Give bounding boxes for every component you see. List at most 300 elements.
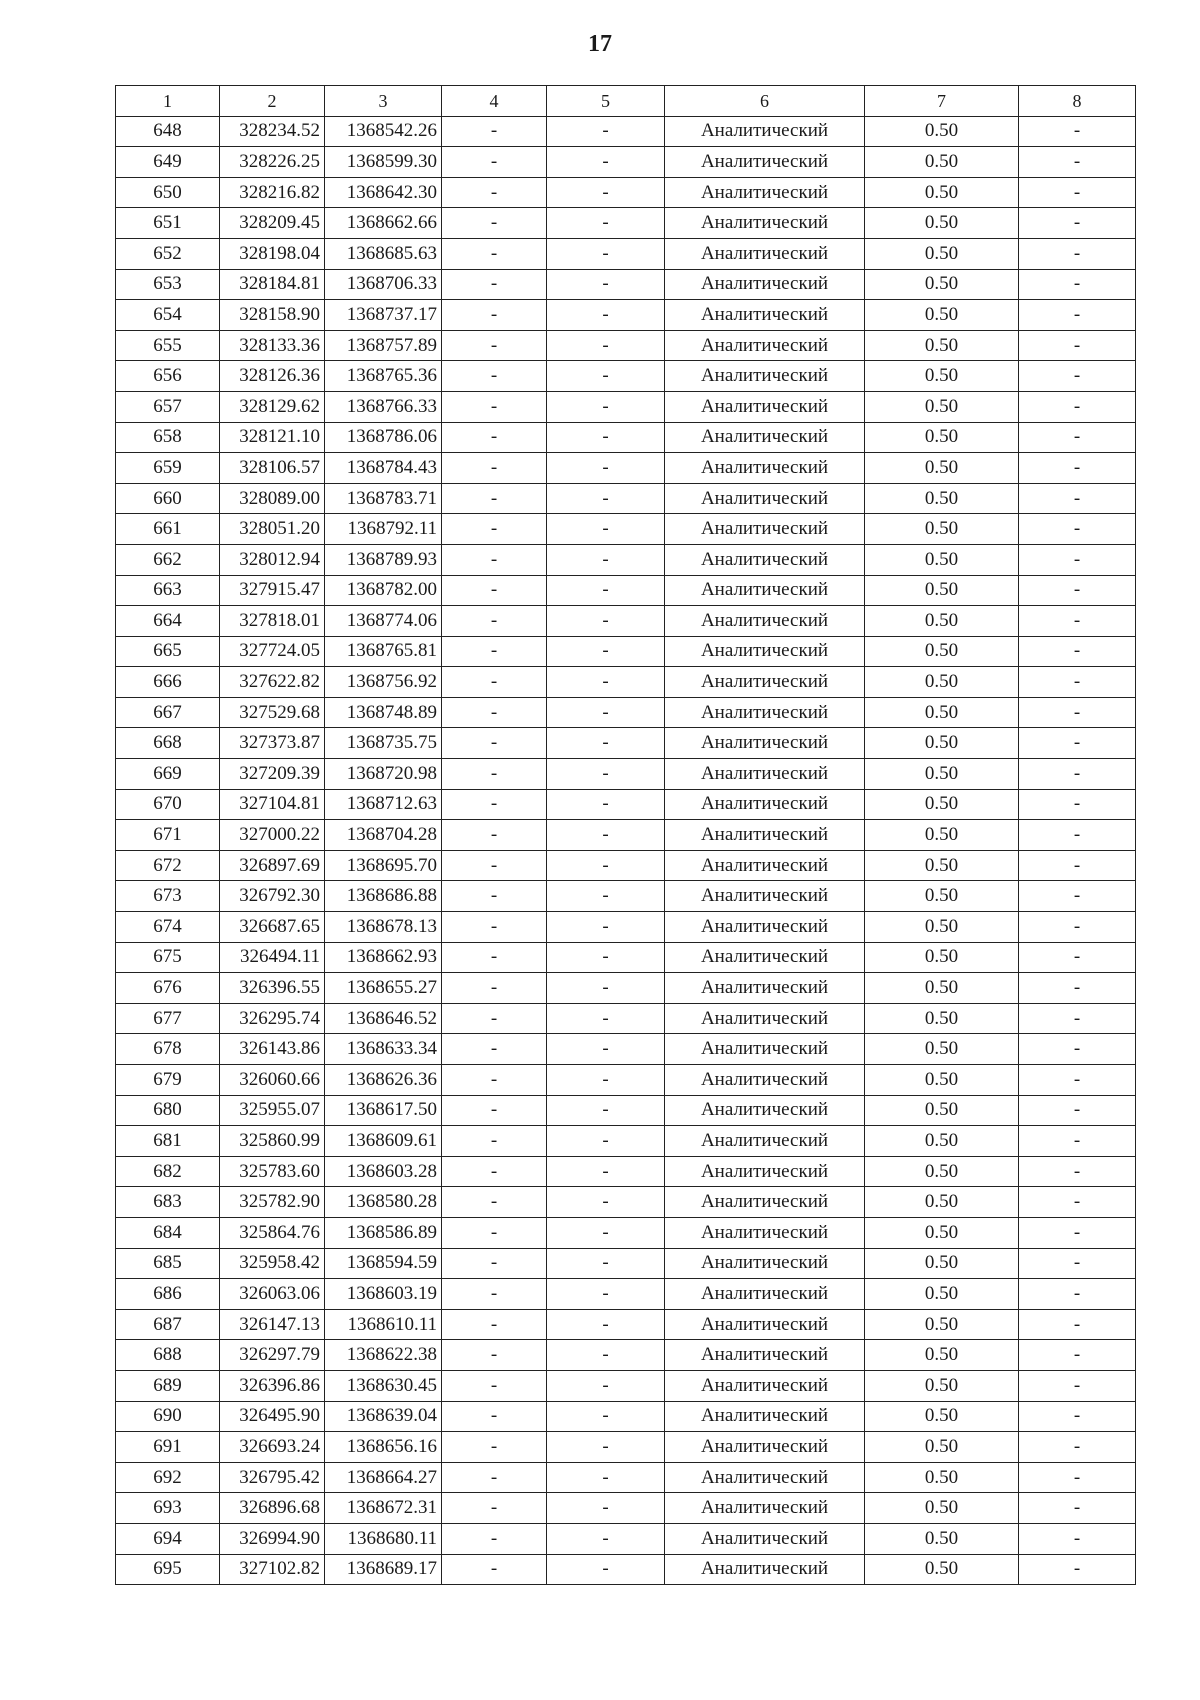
column-4-cell: -: [442, 1279, 547, 1310]
method-cell: Аналитический: [665, 1095, 865, 1126]
column-5-cell: -: [547, 1370, 665, 1401]
column-4-cell: -: [442, 1187, 547, 1218]
point-number-cell: 688: [116, 1340, 220, 1371]
point-number-cell: 648: [116, 116, 220, 147]
column-4-cell: -: [442, 300, 547, 331]
table-row: [116, 514, 1136, 545]
accuracy-cell: 0.50: [865, 1309, 1019, 1340]
column-5-cell: -: [547, 1248, 665, 1279]
column-4-cell: -: [442, 1065, 547, 1096]
column-8-cell: -: [1019, 1065, 1136, 1096]
table-row: [116, 453, 1136, 484]
column-8-cell: -: [1019, 1340, 1136, 1371]
column-8-cell: -: [1019, 238, 1136, 269]
column-4-cell: -: [442, 1248, 547, 1279]
column-8-cell: -: [1019, 1523, 1136, 1554]
column-5-cell: -: [547, 361, 665, 392]
column-4-cell: -: [442, 269, 547, 300]
table-row: [116, 1156, 1136, 1187]
point-number-cell: 678: [116, 1034, 220, 1065]
point-number-cell: 651: [116, 208, 220, 239]
point-number-cell: 649: [116, 147, 220, 178]
column-8-cell: -: [1019, 1095, 1136, 1126]
column-5-cell: -: [547, 1432, 665, 1463]
x-coordinate-cell: 327104.81: [220, 789, 325, 820]
accuracy-cell: 0.50: [865, 238, 1019, 269]
table-row: [116, 1003, 1136, 1034]
table-row: [116, 881, 1136, 912]
column-8-cell: -: [1019, 728, 1136, 759]
method-cell: Аналитический: [665, 1432, 865, 1463]
point-number-cell: 682: [116, 1156, 220, 1187]
accuracy-cell: 0.50: [865, 300, 1019, 331]
accuracy-cell: 0.50: [865, 269, 1019, 300]
column-4-cell: -: [442, 391, 547, 422]
accuracy-cell: 0.50: [865, 697, 1019, 728]
y-coordinate-cell: 1368757.89: [325, 330, 442, 361]
method-cell: Аналитический: [665, 606, 865, 637]
method-cell: Аналитический: [665, 177, 865, 208]
x-coordinate-cell: 328133.36: [220, 330, 325, 361]
accuracy-cell: 0.50: [865, 636, 1019, 667]
method-cell: Аналитический: [665, 1248, 865, 1279]
y-coordinate-cell: 1368678.13: [325, 912, 442, 943]
method-cell: Аналитический: [665, 759, 865, 790]
method-cell: Аналитический: [665, 514, 865, 545]
y-coordinate-cell: 1368656.16: [325, 1432, 442, 1463]
method-cell: Аналитический: [665, 1187, 865, 1218]
table-row: [116, 820, 1136, 851]
table-row: [116, 1370, 1136, 1401]
table-row: [116, 1432, 1136, 1463]
column-5-cell: -: [547, 1003, 665, 1034]
accuracy-cell: 0.50: [865, 1248, 1019, 1279]
y-coordinate-cell: 1368735.75: [325, 728, 442, 759]
accuracy-cell: 0.50: [865, 147, 1019, 178]
method-cell: Аналитический: [665, 269, 865, 300]
method-cell: Аналитический: [665, 697, 865, 728]
column-5-cell: -: [547, 606, 665, 637]
column-8-cell: -: [1019, 330, 1136, 361]
column-5-cell: -: [547, 1034, 665, 1065]
table-row: [116, 1340, 1136, 1371]
accuracy-cell: 0.50: [865, 667, 1019, 698]
x-coordinate-cell: 327102.82: [220, 1554, 325, 1585]
x-coordinate-cell: 326494.11: [220, 942, 325, 973]
column-8-cell: -: [1019, 881, 1136, 912]
accuracy-cell: 0.50: [865, 1462, 1019, 1493]
accuracy-cell: 0.50: [865, 177, 1019, 208]
x-coordinate-cell: 326295.74: [220, 1003, 325, 1034]
accuracy-cell: 0.50: [865, 1187, 1019, 1218]
column-5-cell: -: [547, 269, 665, 300]
coordinates-table: [115, 85, 1136, 1585]
accuracy-cell: 0.50: [865, 1095, 1019, 1126]
accuracy-cell: 0.50: [865, 208, 1019, 239]
point-number-cell: 672: [116, 850, 220, 881]
table-row: [116, 483, 1136, 514]
column-5-cell: -: [547, 850, 665, 881]
y-coordinate-cell: 1368784.43: [325, 453, 442, 484]
column-8-cell: -: [1019, 667, 1136, 698]
x-coordinate-cell: 326792.30: [220, 881, 325, 912]
column-5-cell: -: [547, 1065, 665, 1096]
accuracy-cell: 0.50: [865, 514, 1019, 545]
column-5-cell: -: [547, 912, 665, 943]
point-number-cell: 653: [116, 269, 220, 300]
method-cell: Аналитический: [665, 912, 865, 943]
point-number-cell: 689: [116, 1370, 220, 1401]
column-5-cell: -: [547, 1493, 665, 1524]
column-4-cell: -: [442, 881, 547, 912]
column-5-cell: -: [547, 636, 665, 667]
table-row: [116, 269, 1136, 300]
accuracy-cell: 0.50: [865, 483, 1019, 514]
method-cell: Аналитический: [665, 422, 865, 453]
column-header-6: 6: [665, 86, 865, 117]
column-8-cell: -: [1019, 391, 1136, 422]
point-number-cell: 690: [116, 1401, 220, 1432]
column-5-cell: -: [547, 453, 665, 484]
accuracy-cell: 0.50: [865, 912, 1019, 943]
table-row: [116, 1126, 1136, 1157]
accuracy-cell: 0.50: [865, 850, 1019, 881]
column-4-cell: -: [442, 147, 547, 178]
column-5-cell: -: [547, 208, 665, 239]
table-row: [116, 606, 1136, 637]
y-coordinate-cell: 1368633.34: [325, 1034, 442, 1065]
point-number-cell: 663: [116, 575, 220, 606]
column-5-cell: -: [547, 667, 665, 698]
column-8-cell: -: [1019, 942, 1136, 973]
column-5-cell: -: [547, 973, 665, 1004]
method-cell: Аналитический: [665, 1217, 865, 1248]
column-5-cell: -: [547, 391, 665, 422]
accuracy-cell: 0.50: [865, 1217, 1019, 1248]
x-coordinate-cell: 328158.90: [220, 300, 325, 331]
accuracy-cell: 0.50: [865, 1065, 1019, 1096]
point-number-cell: 692: [116, 1462, 220, 1493]
table-row: [116, 422, 1136, 453]
x-coordinate-cell: 326687.65: [220, 912, 325, 943]
column-8-cell: -: [1019, 697, 1136, 728]
method-cell: Аналитический: [665, 850, 865, 881]
point-number-cell: 683: [116, 1187, 220, 1218]
column-8-cell: -: [1019, 1217, 1136, 1248]
method-cell: Аналитический: [665, 238, 865, 269]
column-8-cell: -: [1019, 1493, 1136, 1524]
x-coordinate-cell: 326143.86: [220, 1034, 325, 1065]
x-coordinate-cell: 328129.62: [220, 391, 325, 422]
x-coordinate-cell: 326396.55: [220, 973, 325, 1004]
column-5-cell: -: [547, 1462, 665, 1493]
column-4-cell: -: [442, 850, 547, 881]
table-row: [116, 1217, 1136, 1248]
column-5-cell: -: [547, 422, 665, 453]
table-row: [116, 116, 1136, 147]
column-8-cell: -: [1019, 422, 1136, 453]
method-cell: Аналитический: [665, 881, 865, 912]
y-coordinate-cell: 1368789.93: [325, 544, 442, 575]
column-8-cell: -: [1019, 1126, 1136, 1157]
table-row: [116, 1187, 1136, 1218]
point-number-cell: 664: [116, 606, 220, 637]
column-8-cell: -: [1019, 820, 1136, 851]
y-coordinate-cell: 1368599.30: [325, 147, 442, 178]
y-coordinate-cell: 1368756.92: [325, 667, 442, 698]
table-row: [116, 238, 1136, 269]
accuracy-cell: 0.50: [865, 1493, 1019, 1524]
method-cell: Аналитический: [665, 789, 865, 820]
column-8-cell: -: [1019, 300, 1136, 331]
column-8-cell: -: [1019, 1401, 1136, 1432]
column-5-cell: -: [547, 942, 665, 973]
table-row: [116, 759, 1136, 790]
column-5-cell: -: [547, 177, 665, 208]
table-row: [116, 1065, 1136, 1096]
x-coordinate-cell: 327622.82: [220, 667, 325, 698]
accuracy-cell: 0.50: [865, 361, 1019, 392]
table-row: [116, 1462, 1136, 1493]
table-row: [116, 361, 1136, 392]
accuracy-cell: 0.50: [865, 1523, 1019, 1554]
y-coordinate-cell: 1368712.63: [325, 789, 442, 820]
y-coordinate-cell: 1368626.36: [325, 1065, 442, 1096]
table-row: [116, 973, 1136, 1004]
x-coordinate-cell: 325955.07: [220, 1095, 325, 1126]
y-coordinate-cell: 1368580.28: [325, 1187, 442, 1218]
column-header-2: 2: [220, 86, 325, 117]
accuracy-cell: 0.50: [865, 575, 1019, 606]
accuracy-cell: 0.50: [865, 1340, 1019, 1371]
method-cell: Аналитический: [665, 636, 865, 667]
method-cell: Аналитический: [665, 1523, 865, 1554]
x-coordinate-cell: 328216.82: [220, 177, 325, 208]
column-8-cell: -: [1019, 575, 1136, 606]
y-coordinate-cell: 1368664.27: [325, 1462, 442, 1493]
point-number-cell: 667: [116, 697, 220, 728]
column-8-cell: -: [1019, 606, 1136, 637]
method-cell: Аналитический: [665, 820, 865, 851]
table-row: [116, 667, 1136, 698]
column-4-cell: -: [442, 606, 547, 637]
y-coordinate-cell: 1368639.04: [325, 1401, 442, 1432]
column-4-cell: -: [442, 759, 547, 790]
column-5-cell: -: [547, 1340, 665, 1371]
column-4-cell: -: [442, 820, 547, 851]
header-row: [116, 86, 1136, 117]
column-8-cell: -: [1019, 453, 1136, 484]
x-coordinate-cell: 328121.10: [220, 422, 325, 453]
y-coordinate-cell: 1368662.93: [325, 942, 442, 973]
point-number-cell: 687: [116, 1309, 220, 1340]
column-5-cell: -: [547, 728, 665, 759]
column-5-cell: -: [547, 1187, 665, 1218]
point-number-cell: 686: [116, 1279, 220, 1310]
column-header-8: 8: [1019, 86, 1136, 117]
table-row: [116, 697, 1136, 728]
y-coordinate-cell: 1368680.11: [325, 1523, 442, 1554]
page-number: 17: [588, 31, 612, 57]
column-5-cell: -: [547, 483, 665, 514]
column-8-cell: -: [1019, 269, 1136, 300]
column-4-cell: -: [442, 1432, 547, 1463]
column-5-cell: -: [547, 820, 665, 851]
table-row: [116, 177, 1136, 208]
y-coordinate-cell: 1368704.28: [325, 820, 442, 851]
point-number-cell: 684: [116, 1217, 220, 1248]
column-5-cell: -: [547, 1523, 665, 1554]
x-coordinate-cell: 327373.87: [220, 728, 325, 759]
column-4-cell: -: [442, 728, 547, 759]
column-8-cell: -: [1019, 1248, 1136, 1279]
point-number-cell: 681: [116, 1126, 220, 1157]
point-number-cell: 670: [116, 789, 220, 820]
x-coordinate-cell: 328106.57: [220, 453, 325, 484]
accuracy-cell: 0.50: [865, 973, 1019, 1004]
x-coordinate-cell: 328198.04: [220, 238, 325, 269]
accuracy-cell: 0.50: [865, 1554, 1019, 1585]
column-4-cell: -: [442, 1493, 547, 1524]
x-coordinate-cell: 326897.69: [220, 850, 325, 881]
column-4-cell: -: [442, 912, 547, 943]
x-coordinate-cell: 328184.81: [220, 269, 325, 300]
column-8-cell: -: [1019, 1370, 1136, 1401]
method-cell: Аналитический: [665, 1065, 865, 1096]
column-5-cell: -: [547, 544, 665, 575]
point-number-cell: 661: [116, 514, 220, 545]
method-cell: Аналитический: [665, 1034, 865, 1065]
column-header-1: 1: [116, 86, 220, 117]
point-number-cell: 656: [116, 361, 220, 392]
column-5-cell: -: [547, 330, 665, 361]
column-8-cell: -: [1019, 1003, 1136, 1034]
x-coordinate-cell: 328089.00: [220, 483, 325, 514]
y-coordinate-cell: 1368622.38: [325, 1340, 442, 1371]
accuracy-cell: 0.50: [865, 820, 1019, 851]
accuracy-cell: 0.50: [865, 881, 1019, 912]
column-8-cell: -: [1019, 850, 1136, 881]
method-cell: Аналитический: [665, 147, 865, 178]
column-4-cell: -: [442, 1401, 547, 1432]
x-coordinate-cell: 328126.36: [220, 361, 325, 392]
column-5-cell: -: [547, 147, 665, 178]
point-number-cell: 650: [116, 177, 220, 208]
accuracy-cell: 0.50: [865, 544, 1019, 575]
x-coordinate-cell: 325958.42: [220, 1248, 325, 1279]
table-row: [116, 208, 1136, 239]
x-coordinate-cell: 326063.06: [220, 1279, 325, 1310]
accuracy-cell: 0.50: [865, 942, 1019, 973]
y-coordinate-cell: 1368737.17: [325, 300, 442, 331]
column-5-cell: -: [547, 1126, 665, 1157]
column-5-cell: -: [547, 1554, 665, 1585]
column-4-cell: -: [442, 1217, 547, 1248]
point-number-cell: 677: [116, 1003, 220, 1034]
column-header-5: 5: [547, 86, 665, 117]
point-number-cell: 674: [116, 912, 220, 943]
column-5-cell: -: [547, 789, 665, 820]
y-coordinate-cell: 1368662.66: [325, 208, 442, 239]
column-5-cell: -: [547, 575, 665, 606]
point-number-cell: 675: [116, 942, 220, 973]
column-8-cell: -: [1019, 1279, 1136, 1310]
column-8-cell: -: [1019, 789, 1136, 820]
x-coordinate-cell: 326495.90: [220, 1401, 325, 1432]
y-coordinate-cell: 1368646.52: [325, 1003, 442, 1034]
accuracy-cell: 0.50: [865, 728, 1019, 759]
column-5-cell: -: [547, 514, 665, 545]
y-coordinate-cell: 1368594.59: [325, 1248, 442, 1279]
column-4-cell: -: [442, 575, 547, 606]
column-5-cell: -: [547, 1156, 665, 1187]
method-cell: Аналитический: [665, 667, 865, 698]
method-cell: Аналитический: [665, 1340, 865, 1371]
column-8-cell: -: [1019, 1187, 1136, 1218]
y-coordinate-cell: 1368609.61: [325, 1126, 442, 1157]
column-4-cell: -: [442, 422, 547, 453]
method-cell: Аналитический: [665, 728, 865, 759]
y-coordinate-cell: 1368672.31: [325, 1493, 442, 1524]
accuracy-cell: 0.50: [865, 1034, 1019, 1065]
method-cell: Аналитический: [665, 453, 865, 484]
x-coordinate-cell: 325782.90: [220, 1187, 325, 1218]
table-row: [116, 1095, 1136, 1126]
column-8-cell: -: [1019, 1462, 1136, 1493]
column-4-cell: -: [442, 453, 547, 484]
point-number-cell: 695: [116, 1554, 220, 1585]
x-coordinate-cell: 327209.39: [220, 759, 325, 790]
x-coordinate-cell: 328226.25: [220, 147, 325, 178]
column-5-cell: -: [547, 116, 665, 147]
accuracy-cell: 0.50: [865, 1126, 1019, 1157]
x-coordinate-cell: 326060.66: [220, 1065, 325, 1096]
accuracy-cell: 0.50: [865, 330, 1019, 361]
column-8-cell: -: [1019, 759, 1136, 790]
table-row: [116, 1401, 1136, 1432]
y-coordinate-cell: 1368542.26: [325, 116, 442, 147]
column-4-cell: -: [442, 1523, 547, 1554]
column-4-cell: -: [442, 973, 547, 1004]
column-4-cell: -: [442, 1126, 547, 1157]
x-coordinate-cell: 327000.22: [220, 820, 325, 851]
table-row: [116, 942, 1136, 973]
method-cell: Аналитический: [665, 1279, 865, 1310]
column-5-cell: -: [547, 1095, 665, 1126]
column-5-cell: -: [547, 1217, 665, 1248]
point-number-cell: 662: [116, 544, 220, 575]
column-5-cell: -: [547, 238, 665, 269]
table-row: [116, 1279, 1136, 1310]
method-cell: Аналитический: [665, 1003, 865, 1034]
accuracy-cell: 0.50: [865, 759, 1019, 790]
table-row: [116, 391, 1136, 422]
column-4-cell: -: [442, 697, 547, 728]
column-4-cell: -: [442, 1156, 547, 1187]
y-coordinate-cell: 1368617.50: [325, 1095, 442, 1126]
point-number-cell: 660: [116, 483, 220, 514]
column-8-cell: -: [1019, 116, 1136, 147]
column-8-cell: -: [1019, 177, 1136, 208]
column-5-cell: -: [547, 1309, 665, 1340]
x-coordinate-cell: 325864.76: [220, 1217, 325, 1248]
column-8-cell: -: [1019, 973, 1136, 1004]
column-8-cell: -: [1019, 912, 1136, 943]
x-coordinate-cell: 326795.42: [220, 1462, 325, 1493]
point-number-cell: 665: [116, 636, 220, 667]
column-8-cell: -: [1019, 147, 1136, 178]
method-cell: Аналитический: [665, 973, 865, 1004]
